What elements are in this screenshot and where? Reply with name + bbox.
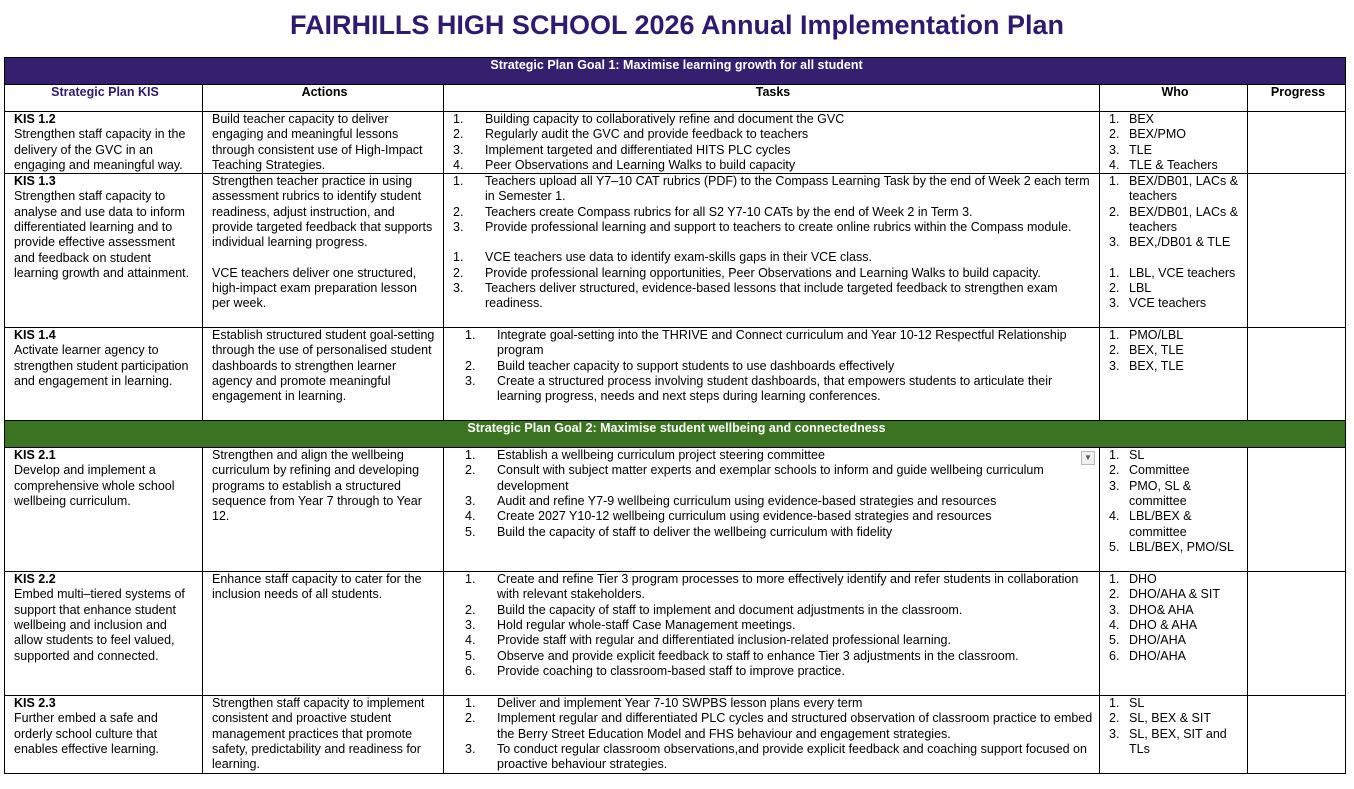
page-title: FAIRHILLS HIGH SCHOOL 2026 Annual Implementation Plan <box>289 10 1065 40</box>
goal-2-banner <box>5 421 1346 448</box>
who-item: 3. SL, BEX, SIT and TLs <box>1109 726 1227 757</box>
header-tasks: Tasks <box>444 85 1100 112</box>
task-item: 2. Build teacher capacity to support students to use dashboards effectively <box>465 358 895 373</box>
who-cell <box>1100 174 1248 328</box>
who-list <box>1109 174 1241 250</box>
kis-description: Further embed a safe and orderly school culture that enables effective learning. <box>14 711 160 757</box>
task-list <box>453 250 1093 311</box>
who-item: 1. SL <box>1109 696 1145 711</box>
who-item: 6. DHO/AHA <box>1109 648 1186 663</box>
actions-cell <box>203 696 444 773</box>
table-row-kis-2-3 <box>5 696 1346 773</box>
actions-cell <box>203 112 444 174</box>
task-list <box>453 328 1093 404</box>
task-item: 3. Audit and refine Y7-9 wellbeing curriculum using evidence-based strategies and resources <box>465 494 997 509</box>
kis-cell <box>5 328 203 421</box>
who-item: 1. PMO/LBL <box>1109 328 1184 343</box>
implementation-plan-table <box>4 57 1346 774</box>
tasks-cell <box>444 696 1100 773</box>
who-item: 1. SL <box>1109 448 1145 463</box>
who-list <box>1109 112 1241 173</box>
who-item: 2. DHO/AHA & SIT <box>1109 587 1220 602</box>
who-item: 1. BEX <box>1109 112 1155 126</box>
goal-1-banner <box>5 58 1346 85</box>
task-item: 5. Build the capacity of staff to deliver the wellbeing curriculum with fidelity <box>465 524 893 539</box>
who-item: 4. TLE & Teachers <box>1109 157 1218 172</box>
action-text: Strengthen staff capacity to implement consistent and proactive student management practices that promote safety, predictability and readiness for learning. <box>212 696 425 772</box>
kis-code: KIS 2.3 <box>14 696 56 711</box>
who-item: 5. LBL/BEX, PMO/SL <box>1109 539 1234 554</box>
progress-cell[interactable] <box>1248 174 1346 328</box>
tasks-cell <box>444 174 1100 328</box>
progress-cell[interactable] <box>1248 112 1346 174</box>
actions-cell <box>203 572 444 696</box>
table-row-kis-1-3 <box>5 174 1346 328</box>
who-item: 2. BEX, TLE <box>1109 343 1184 358</box>
task-item: 2. Implement regular and differentiated PLC cycles and structured observation of classroom practice to embed the Berry Street Education Model and FHS behaviour and engagement strategies. <box>465 711 1093 741</box>
task-item: 1. Building capacity to collaboratively refine and document the GVC <box>453 112 845 126</box>
who-item: 1. LBL, VCE teachers <box>1109 265 1236 280</box>
task-item: 2. Consult with subject matter experts and exemplar schools to inform and guide wellbeing curriculum development <box>465 463 1044 493</box>
task-item: 4. Create 2027 Y10-12 wellbeing curriculum using evidence-based strategies and resources <box>465 509 992 524</box>
task-item: 1. Deliver and implement Year 7-10 SWPBS lesson plans every term <box>465 696 863 711</box>
column-header-row <box>5 85 1346 112</box>
header-who: Who <box>1100 85 1248 112</box>
kis-description: Embed multi–tiered systems of support that enhance student wellbeing and inclusion and allow students to feel valued, supported and connected. <box>14 587 185 663</box>
kis-code: KIS 1.4 <box>14 328 56 343</box>
who-list <box>1109 328 1241 374</box>
who-item: 5. DHO/AHA <box>1109 633 1186 648</box>
task-item: 3. Hold regular whole-staff Case Management meetings. <box>465 618 796 633</box>
who-item: 3. PMO, SL & committee <box>1109 478 1192 509</box>
who-item: 3. BEX,/DB01 & TLE <box>1109 235 1231 250</box>
header-actions: Actions <box>203 85 444 112</box>
who-item: 1. BEX/DB01, LACs & teachers <box>1109 174 1239 204</box>
actions-cell <box>203 448 444 572</box>
who-item: 2. LBL <box>1109 280 1152 295</box>
who-item: 1. DHO <box>1109 572 1157 587</box>
who-item: 2. SL, BEX & SIT <box>1109 711 1211 726</box>
who-cell <box>1100 328 1248 421</box>
task-item: 1. Establish a wellbeing curriculum project steering committee <box>465 448 825 463</box>
who-cell <box>1100 112 1248 174</box>
task-list <box>453 696 1093 772</box>
who-item: 2. BEX/PMO <box>1109 127 1186 142</box>
who-cell <box>1100 448 1248 572</box>
task-list <box>453 448 1093 540</box>
kis-description: Strengthen staff capacity to analyse and use data to inform differentiated learning and to provide effective assessment and feedback on student learning growth and attainment. <box>14 189 190 280</box>
kis-description: Develop and implement a comprehensive whole school wellbeing curriculum. <box>14 463 175 509</box>
action-text: Build teacher capacity to deliver engaging and meaningful lessons through consistent use of High-Impact Teaching Strategies. <box>212 112 423 172</box>
action-text: Establish structured student goal-setting through the use of personalised student dashboards to strengthen learner agency and promote meaningful engagement in learning. <box>212 328 435 404</box>
tasks-cell <box>444 112 1100 174</box>
task-item: 2. Regularly audit the GVC and provide feedback to teachers <box>453 127 809 142</box>
task-item: 6. Provide coaching to classroom-based staff to improve practice. <box>465 663 845 678</box>
who-item: 2. Committee <box>1109 463 1190 478</box>
who-cell <box>1100 572 1248 696</box>
task-item: 3. Teachers deliver structured, evidence-based lessons that include targeted feedback to strengthen exam readiness. <box>453 280 1058 311</box>
action-text: Strengthen teacher practice in using assessment rubrics to identify student readiness, adjust instruction, and provide targeted feedback that supports individual learning progress. <box>212 174 433 250</box>
task-item: 3. Implement targeted and differentiated HITS PLC cycles <box>453 142 791 157</box>
task-item: 3. Create a structured process involving student dashboards, that empowers students to articulate their learning progress, needs and next steps during learning conferences. <box>465 374 1053 404</box>
kis-code: KIS 1.3 <box>14 174 56 189</box>
action-text: Enhance staff capacity to cater for the inclusion needs of all students. <box>212 572 422 602</box>
progress-cell[interactable] <box>1248 572 1346 696</box>
who-list <box>1109 696 1241 757</box>
who-list <box>1109 572 1241 664</box>
task-list <box>453 572 1093 679</box>
who-list <box>1109 448 1241 555</box>
actions-cell <box>203 328 444 421</box>
table-row-kis-1-4 <box>5 328 1346 421</box>
kis-cell <box>5 112 203 174</box>
task-item: 1. Integrate goal-setting into the THRIVE and Connect curriculum and Year 10-12 Respectful Relationship program <box>465 328 1067 358</box>
chevron-down-icon[interactable]: ▼ <box>1081 451 1095 465</box>
task-item: 2. Build the capacity of staff to implement and document adjustments in the classroom. <box>465 602 963 617</box>
goal-2-title: Strategic Plan Goal 2: Maximise student wellbeing and connectedness <box>5 421 1346 448</box>
tasks-cell <box>444 572 1100 696</box>
task-list <box>453 174 1093 235</box>
who-list <box>1109 266 1241 312</box>
header-kis: Strategic Plan KIS <box>5 85 203 112</box>
who-item: 3. TLE <box>1109 142 1152 157</box>
table-row-kis-2-1 <box>5 448 1346 572</box>
progress-cell[interactable] <box>1248 448 1346 572</box>
task-item: 2. Provide professional learning opportunities, Peer Observations and Learning Walks to build capacity. <box>453 265 1041 280</box>
who-item: 4. LBL/BEX & committee <box>1109 509 1192 539</box>
task-item: 2. Teachers create Compass rubrics for all S2 Y7-10 CATs by the end of Week 2 in Term 3. <box>453 204 973 219</box>
who-item: 3. DHO& AHA <box>1109 602 1194 617</box>
kis-cell <box>5 572 203 696</box>
task-item: 1. VCE teachers use data to identify exam-skills gaps in their VCE class. <box>453 250 872 265</box>
who-item: 4. DHO & AHA <box>1109 618 1198 633</box>
kis-code: KIS 2.2 <box>14 572 56 587</box>
header-progress: Progress <box>1248 85 1346 112</box>
action-text: Strengthen and align the wellbeing curriculum by refining and developing programs to establish a structured sequence from Year 7 through to Year 12. <box>212 448 422 524</box>
table-row-kis-1-2 <box>5 112 1346 174</box>
kis-code: KIS 1.2 <box>14 112 56 126</box>
actions-cell <box>203 174 444 328</box>
action-text: VCE teachers deliver one structured, high-impact exam preparation lesson per week. <box>212 265 417 311</box>
goal-1-title: Strategic Plan Goal 1: Maximise learning growth for all student <box>5 58 1346 85</box>
progress-cell[interactable] <box>1248 328 1346 421</box>
task-item: 1. Create and refine Tier 3 program processes to more effectively identify and refer students in collaboration with relevant stakeholders. <box>465 572 1079 602</box>
task-item: 5. Observe and provide explicit feedback to staff to enhance Tier 3 adjustments in the classroom. <box>465 648 1019 663</box>
kis-code: KIS 2.1 <box>14 448 56 463</box>
who-item: 2. BEX/DB01, LACs & teachers <box>1109 204 1239 235</box>
task-list <box>453 112 1093 173</box>
who-item: 3. VCE teachers <box>1109 296 1207 311</box>
who-item: 3. BEX, TLE <box>1109 358 1184 373</box>
task-item: 4. Provide staff with regular and differentiated inclusion-related professional learning. <box>465 633 951 648</box>
task-item: 1. Teachers upload all Y7–10 CAT rubrics (PDF) to the Compass Learning Task by the end of Week 2 each term in Semester 1. <box>453 174 1090 204</box>
task-item: 3. Provide professional learning and support to teachers to create online rubrics within the Compass module. <box>453 220 1072 235</box>
kis-description: Strengthen staff capacity in the delivery of the GVC in an engaging and meaningful way. <box>14 127 186 172</box>
kis-description: Activate learner agency to strengthen student participation and engagement in learning. <box>14 343 189 389</box>
task-item: 3. To conduct regular classroom observations,and provide explicit feedback and coaching support focused on proactive behaviour strategies. <box>465 742 1087 772</box>
tasks-cell <box>444 448 1100 572</box>
table-row-kis-2-2 <box>5 572 1346 696</box>
task-item: 4. Peer Observations and Learning Walks to build capacity <box>453 157 796 172</box>
kis-cell <box>5 696 203 773</box>
kis-cell <box>5 174 203 328</box>
tasks-cell <box>444 328 1100 421</box>
progress-cell[interactable] <box>1248 696 1346 773</box>
kis-cell <box>5 448 203 572</box>
who-cell <box>1100 696 1248 773</box>
